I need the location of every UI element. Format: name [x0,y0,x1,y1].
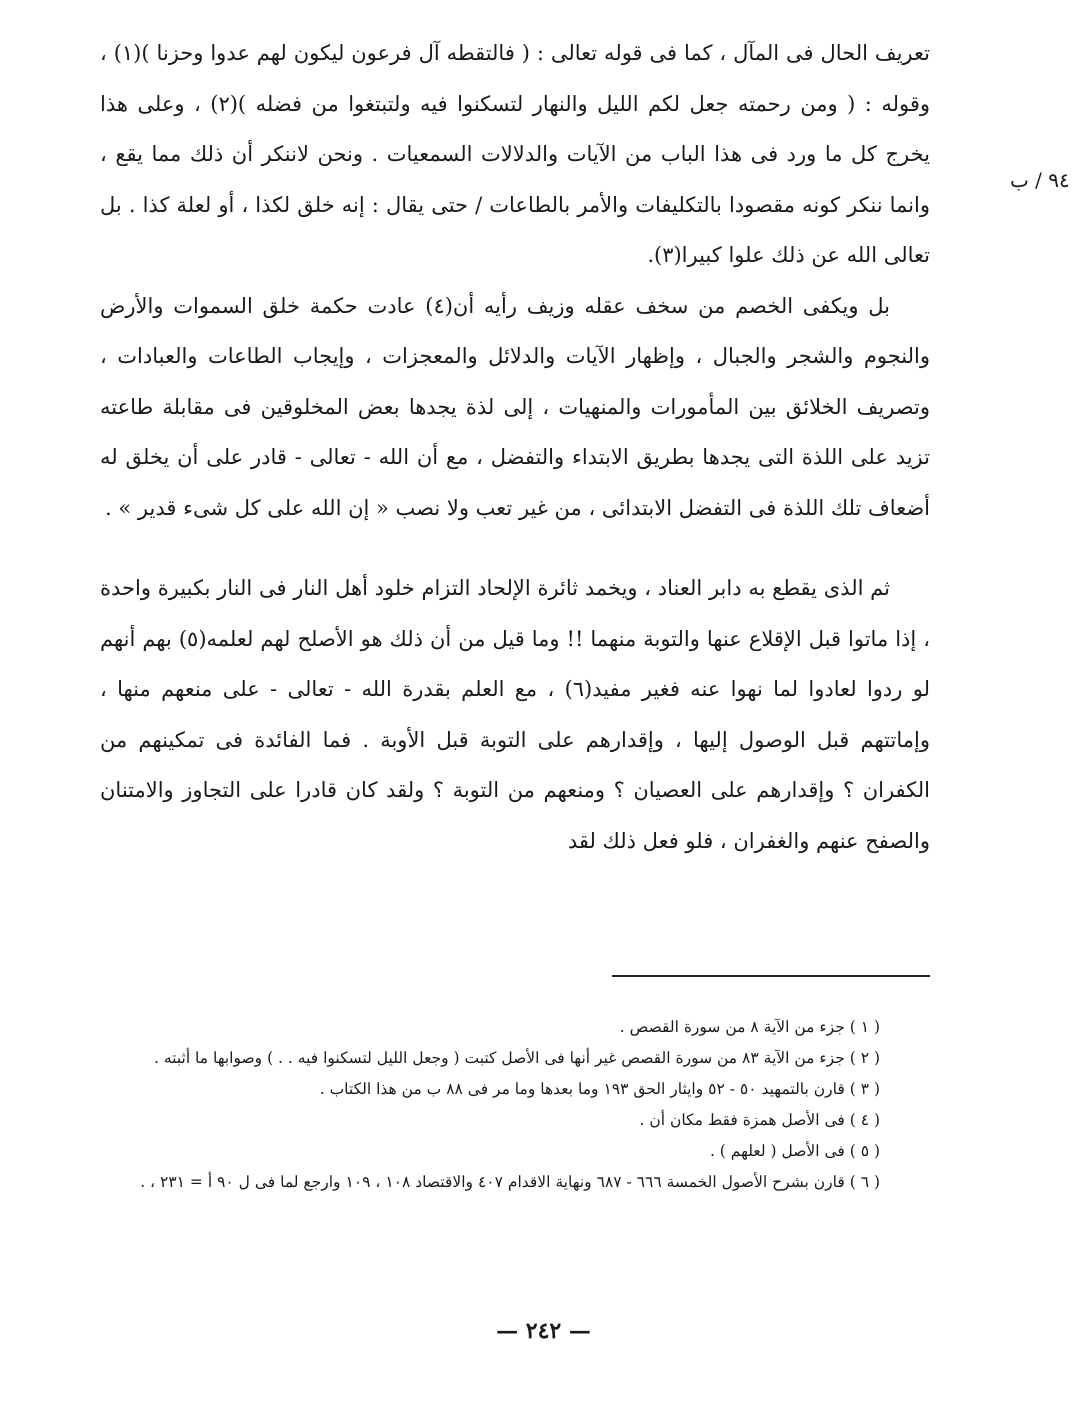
paragraph-2: بل ويكفى الخصم من سخف عقله وزيف رأيه أن(٤) عادت حكمة خلق السموات والأرض والنجوم والشجر والجبال ، وإظهار الآيات والدلائل والمعجزات ، وإيجاب الطاعات والعبادات ، وتصريف الخلائق بين المأمورات والمنهيات ، إلى لذة يجدها بعض المخلوقين فى مقابلة طاعته تزيد على اللذة التى يجدها بطريق الابتداء والتفضل ، مع أن الله - تعالى - قادر على أن يخلق له أضعاف تلك اللذة فى التفضل الابتدائى ، من غير تعب ولا نصب « إن الله على كل شىء قدير » . [100,293,930,520]
footnote-4: ( ٤ ) فى الأصل همزة فقط مكان أن . [639,1111,880,1129]
footnote-6: ( ٦ ) قارن بشرح الأصول الخمسة ٦٦٦ - ٦٨٧ ونهاية الاقدام ٤٠٧ والاقتصاد ١٠٨ ، ١٠٩ وارجع لما فى ل ٩٠ أ = ٢٣١ ، . [140,1173,880,1191]
footnote-5: ( ٥ ) فى الأصل ( لعلهم ) . [709,1142,880,1160]
page-number: — ٢٤٢ — [496,1318,591,1344]
paragraph-1: تعريف الحال فى المآل ، كما فى قوله تعالى : ( فالتقطه آل فرعون ليكون لهم عدوا وحزنا )(١) ، وقوله : ( ومن رحمته جعل لكم الليل والنهار لتسكنوا فيه ولتبتغوا من فضله )(٢) ، وعلى هذا يخرج كل ما ورد فى هذا الباب من الآيات والدلالات السمعيات . ونحن لاننكر أن ذلك مما يقع ، وانما ننكر كونه مقصودا بالتكليفات والأمر بالطاعات / حتى يقال : إنه خلق لكذا ، أو لعلة كذا . بل تعالى الله عن ذلك علوا كبيرا(٣). [100,41,931,267]
main-text [100,28,930,866]
footnotes [90,1012,930,1198]
margin-folio-note: ٩٤ / ب [1010,168,1070,192]
footnote-3: ( ٣ ) قارن بالتمهيد ٥٠ - ٥٢ وايثار الحق ١٩٣ وما بعدها وما مر فى ٨٨ ب من هذا الكتاب . [319,1080,880,1098]
footnote-2: ( ٢ ) جزء من الآية ٨٣ من سورة القصص غير أنها فى الأصل كتبت ( وجعل الليل لتسكنوا فيه . . ) وصوابها ما أثبته . [153,1049,880,1067]
footnote-divider [612,975,930,977]
footnote-1: ( ١ ) جزء من الآية ٨ من سورة القصص . [619,1018,880,1036]
paragraph-3: ثم الذى يقطع به دابر العناد ، ويخمد ثائرة الإلحاد التزام خلود أهل النار فى النار بكبيرة واحدة ، إذا ماتوا قبل الإقلاع عنها والتوبة منهما !! وما قيل من أن ذلك هو الأصلح لهم لعلمه(٥) بهم أنهم لو ردوا لعادوا لما نهوا عنه فغير مفيد(٦) ، مع العلم بقدرة الله - تعالى - على منعهم منها ، وإماتتهم قبل الوصول إليها ، وإقدارهم على التوبة قبل الأوبة . فما الفائدة فى تمكينهم من الكفران ؟ وإقدارهم على العصيان ؟ ومنعهم من التوبة ؟ ولقد كان قادرا على التجاوز والامتنان والصفح عنهم والغفران ، فلو فعل ذلك لقد [100,576,930,853]
